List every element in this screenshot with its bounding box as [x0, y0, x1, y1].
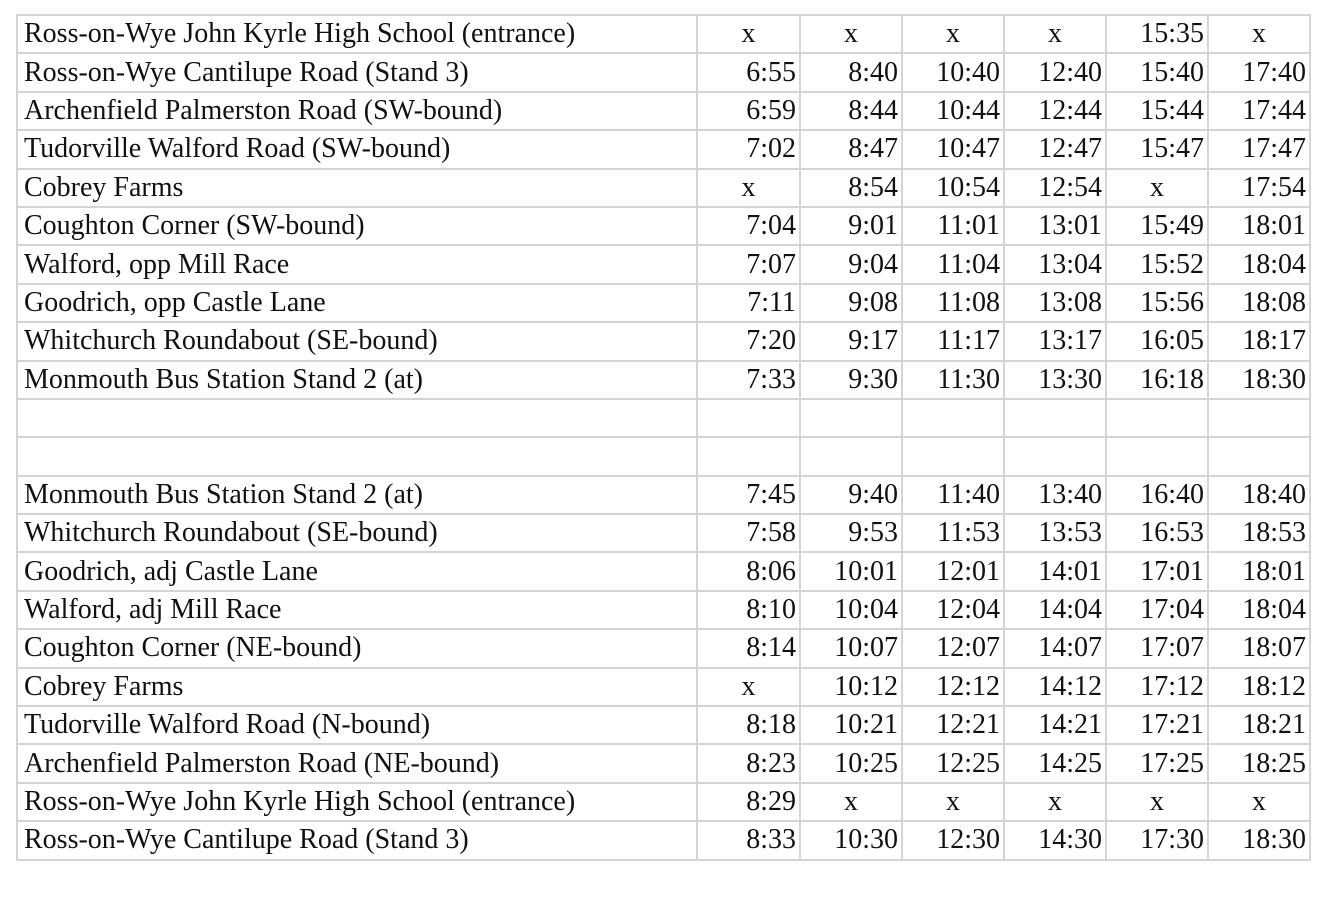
- departure-time: 11:04: [902, 245, 1004, 283]
- departure-time: 8:14: [697, 629, 800, 667]
- departure-time: 11:53: [902, 514, 1004, 552]
- inbound-row: [17, 591, 1310, 629]
- departure-time: 18:30: [1208, 361, 1310, 399]
- departure-time: 16:18: [1106, 361, 1208, 399]
- departure-time: 17:47: [1208, 130, 1310, 168]
- departure-time: 14:21: [1004, 706, 1106, 744]
- departure-time: 15:49: [1106, 207, 1208, 245]
- departure-time: 10:21: [800, 706, 902, 744]
- departure-time: 7:33: [697, 361, 800, 399]
- inbound-row: [17, 744, 1310, 782]
- outbound-row: [17, 130, 1310, 168]
- departure-time: 10:12: [800, 668, 902, 706]
- stop-name: Goodrich, adj Castle Lane: [17, 552, 697, 590]
- departure-time: 7:20: [697, 322, 800, 360]
- no-service-cell: x: [697, 15, 800, 53]
- departure-time: 11:17: [902, 322, 1004, 360]
- departure-time: 8:29: [697, 783, 800, 821]
- no-service-cell: x: [1106, 169, 1208, 207]
- departure-time: 13:40: [1004, 476, 1106, 514]
- stop-name: Cobrey Farms: [17, 169, 697, 207]
- outbound-row: [17, 53, 1310, 91]
- inbound-row: [17, 668, 1310, 706]
- departure-time: 10:40: [902, 53, 1004, 91]
- departure-time: 13:04: [1004, 245, 1106, 283]
- departure-time: 12:07: [902, 629, 1004, 667]
- departure-time: 10:30: [800, 821, 902, 859]
- departure-time: 8:40: [800, 53, 902, 91]
- departure-time: 10:54: [902, 169, 1004, 207]
- no-service-cell: x: [1004, 783, 1106, 821]
- no-service-cell: x: [1208, 783, 1310, 821]
- stop-name: Cobrey Farms: [17, 668, 697, 706]
- departure-time: 18:01: [1208, 552, 1310, 590]
- departure-time: 8:47: [800, 130, 902, 168]
- stop-name: Coughton Corner (SW-bound): [17, 207, 697, 245]
- departure-time: 18:08: [1208, 284, 1310, 322]
- departure-time: 9:17: [800, 322, 902, 360]
- inbound-row: [17, 629, 1310, 667]
- departure-time: 11:30: [902, 361, 1004, 399]
- departure-time: 7:02: [697, 130, 800, 168]
- stop-name: Ross-on-Wye John Kyrle High School (entrance): [17, 15, 697, 53]
- departure-time: 16:40: [1106, 476, 1208, 514]
- departure-time: 12:04: [902, 591, 1004, 629]
- departure-time: 14:07: [1004, 629, 1106, 667]
- no-service-cell: x: [1208, 15, 1310, 53]
- departure-time: 9:30: [800, 361, 902, 399]
- departure-time: 7:07: [697, 245, 800, 283]
- outbound-row: [17, 322, 1310, 360]
- stop-name: Coughton Corner (NE-bound): [17, 629, 697, 667]
- departure-time: 13:17: [1004, 322, 1106, 360]
- empty-cell: [1208, 437, 1310, 475]
- departure-time: 17:04: [1106, 591, 1208, 629]
- departure-time: 18:07: [1208, 629, 1310, 667]
- departure-time: 14:25: [1004, 744, 1106, 782]
- departure-time: 9:04: [800, 245, 902, 283]
- departure-time: 16:53: [1106, 514, 1208, 552]
- outbound-row: [17, 284, 1310, 322]
- departure-time: 12:30: [902, 821, 1004, 859]
- inbound-row: [17, 476, 1310, 514]
- departure-time: 15:44: [1106, 92, 1208, 130]
- departure-time: 12:44: [1004, 92, 1106, 130]
- inbound-row: [17, 552, 1310, 590]
- departure-time: 10:47: [902, 130, 1004, 168]
- inbound-row: [17, 514, 1310, 552]
- departure-time: 8:33: [697, 821, 800, 859]
- stop-name: Monmouth Bus Station Stand 2 (at): [17, 361, 697, 399]
- departure-time: 11:01: [902, 207, 1004, 245]
- empty-cell: [697, 437, 800, 475]
- empty-cell: [902, 437, 1004, 475]
- departure-time: 10:01: [800, 552, 902, 590]
- empty-cell: [800, 437, 902, 475]
- timetable-body: [17, 15, 1310, 860]
- departure-time: 18:12: [1208, 668, 1310, 706]
- departure-time: 7:45: [697, 476, 800, 514]
- departure-time: 8:44: [800, 92, 902, 130]
- departure-time: 18:53: [1208, 514, 1310, 552]
- no-service-cell: x: [800, 783, 902, 821]
- departure-time: 13:53: [1004, 514, 1106, 552]
- departure-time: 17:40: [1208, 53, 1310, 91]
- departure-time: 18:04: [1208, 591, 1310, 629]
- empty-cell: [1208, 399, 1310, 437]
- spacer-row: [17, 399, 1310, 437]
- departure-time: 14:30: [1004, 821, 1106, 859]
- departure-time: 18:25: [1208, 744, 1310, 782]
- outbound-row: [17, 15, 1310, 53]
- departure-time: 18:01: [1208, 207, 1310, 245]
- stop-name: Walford, adj Mill Race: [17, 591, 697, 629]
- stop-name: Archenfield Palmerston Road (SW-bound): [17, 92, 697, 130]
- departure-time: 15:56: [1106, 284, 1208, 322]
- departure-time: 18:40: [1208, 476, 1310, 514]
- departure-time: 17:30: [1106, 821, 1208, 859]
- departure-time: 17:44: [1208, 92, 1310, 130]
- departure-time: 16:05: [1106, 322, 1208, 360]
- outbound-row: [17, 361, 1310, 399]
- stop-name: Archenfield Palmerston Road (NE-bound): [17, 744, 697, 782]
- empty-cell: [1106, 399, 1208, 437]
- departure-time: 8:54: [800, 169, 902, 207]
- departure-time: 7:11: [697, 284, 800, 322]
- no-service-cell: x: [1004, 15, 1106, 53]
- no-service-cell: x: [1106, 783, 1208, 821]
- departure-time: 10:44: [902, 92, 1004, 130]
- departure-time: 10:07: [800, 629, 902, 667]
- spacer-row: [17, 437, 1310, 475]
- departure-time: 18:04: [1208, 245, 1310, 283]
- departure-time: 12:54: [1004, 169, 1106, 207]
- departure-time: 17:07: [1106, 629, 1208, 667]
- inbound-row: [17, 783, 1310, 821]
- no-service-cell: x: [902, 783, 1004, 821]
- empty-cell: [1106, 437, 1208, 475]
- departure-time: 8:23: [697, 744, 800, 782]
- departure-time: 6:55: [697, 53, 800, 91]
- departure-time: 17:01: [1106, 552, 1208, 590]
- departure-time: 12:25: [902, 744, 1004, 782]
- outbound-row: [17, 245, 1310, 283]
- inbound-row: [17, 706, 1310, 744]
- departure-time: 9:40: [800, 476, 902, 514]
- departure-time: 15:40: [1106, 53, 1208, 91]
- stop-name: Ross-on-Wye John Kyrle High School (entrance): [17, 783, 697, 821]
- departure-time: 15:35: [1106, 15, 1208, 53]
- stop-name: Monmouth Bus Station Stand 2 (at): [17, 476, 697, 514]
- departure-time: 18:21: [1208, 706, 1310, 744]
- departure-time: 11:08: [902, 284, 1004, 322]
- departure-time: 9:01: [800, 207, 902, 245]
- departure-time: 12:21: [902, 706, 1004, 744]
- stop-name: Tudorville Walford Road (N-bound): [17, 706, 697, 744]
- empty-cell: [800, 399, 902, 437]
- departure-time: 12:01: [902, 552, 1004, 590]
- departure-time: 10:04: [800, 591, 902, 629]
- departure-time: 12:47: [1004, 130, 1106, 168]
- empty-cell: [1004, 399, 1106, 437]
- departure-time: 14:12: [1004, 668, 1106, 706]
- stop-name: Tudorville Walford Road (SW-bound): [17, 130, 697, 168]
- timetable: [16, 14, 1311, 861]
- empty-cell: [697, 399, 800, 437]
- departure-time: 9:53: [800, 514, 902, 552]
- departure-time: 13:08: [1004, 284, 1106, 322]
- no-service-cell: x: [697, 169, 800, 207]
- departure-time: 17:12: [1106, 668, 1208, 706]
- departure-time: 14:01: [1004, 552, 1106, 590]
- no-service-cell: x: [902, 15, 1004, 53]
- stop-name: Ross-on-Wye Cantilupe Road (Stand 3): [17, 53, 697, 91]
- departure-time: 18:17: [1208, 322, 1310, 360]
- departure-time: 12:40: [1004, 53, 1106, 91]
- empty-cell: [1004, 437, 1106, 475]
- departure-time: 10:25: [800, 744, 902, 782]
- departure-time: 13:30: [1004, 361, 1106, 399]
- departure-time: 7:58: [697, 514, 800, 552]
- outbound-row: [17, 207, 1310, 245]
- stop-name: Whitchurch Roundabout (SE-bound): [17, 514, 697, 552]
- departure-time: 17:21: [1106, 706, 1208, 744]
- stop-name: Ross-on-Wye Cantilupe Road (Stand 3): [17, 821, 697, 859]
- outbound-row: [17, 92, 1310, 130]
- empty-cell: [17, 399, 697, 437]
- stop-name: Goodrich, opp Castle Lane: [17, 284, 697, 322]
- departure-time: 9:08: [800, 284, 902, 322]
- stop-name: Walford, opp Mill Race: [17, 245, 697, 283]
- empty-cell: [17, 437, 697, 475]
- departure-time: 8:10: [697, 591, 800, 629]
- departure-time: 14:04: [1004, 591, 1106, 629]
- departure-time: 15:52: [1106, 245, 1208, 283]
- departure-time: 7:04: [697, 207, 800, 245]
- inbound-row: [17, 821, 1310, 859]
- departure-time: 13:01: [1004, 207, 1106, 245]
- departure-time: 18:30: [1208, 821, 1310, 859]
- departure-time: 15:47: [1106, 130, 1208, 168]
- outbound-row: [17, 169, 1310, 207]
- departure-time: 17:54: [1208, 169, 1310, 207]
- departure-time: 8:06: [697, 552, 800, 590]
- stop-name: Whitchurch Roundabout (SE-bound): [17, 322, 697, 360]
- departure-time: 6:59: [697, 92, 800, 130]
- departure-time: 17:25: [1106, 744, 1208, 782]
- no-service-cell: x: [697, 668, 800, 706]
- departure-time: 12:12: [902, 668, 1004, 706]
- no-service-cell: x: [800, 15, 902, 53]
- empty-cell: [902, 399, 1004, 437]
- departure-time: 11:40: [902, 476, 1004, 514]
- departure-time: 8:18: [697, 706, 800, 744]
